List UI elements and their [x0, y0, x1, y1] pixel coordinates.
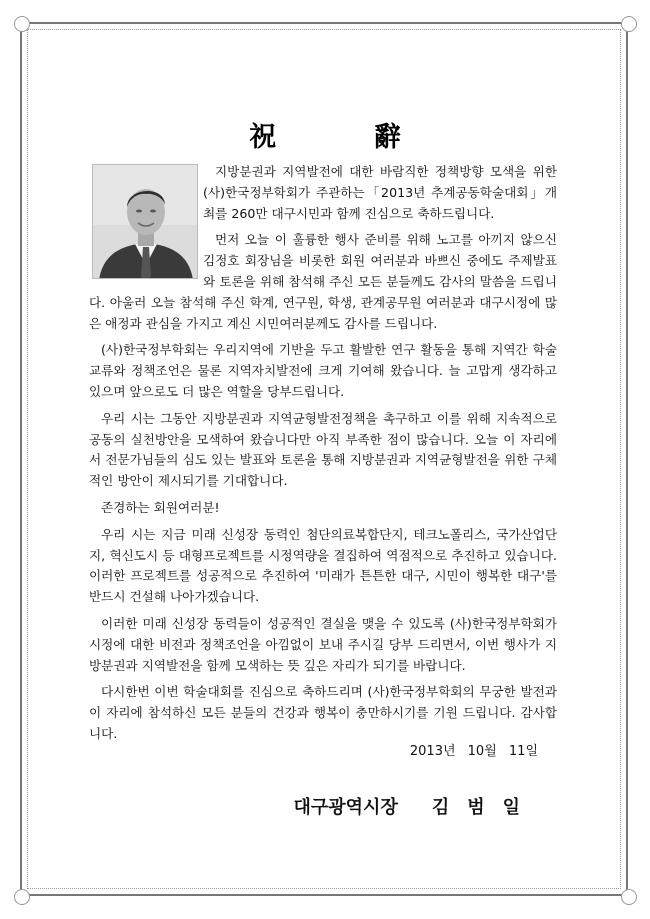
border-corner-ornament	[621, 16, 637, 32]
paragraph: 우리 시는 지금 미래 신성장 동력인 첨단의료복합단지, 테크노폴리스, 국가산업단지, 혁신도시 등 대형프로젝트를 시정역량을 결집하여 역점적으로 추진하고 있습니다. 이러한 프로젝트를 성공적으로 추진하여 '미래가 튼튼한 대구, 시민이 행복한 대구'를 반드시 건설해 나아가겠습니다.	[89, 526, 557, 605]
paragraph: 다시한번 이번 학술대회를 진심으로 축하드리며 (사)한국정부학회의 무궁한 발전과 이 자리에 참석하신 모든 분들의 건강과 행복이 충만하시기를 기원 드립니다. 감사합니다.	[89, 684, 557, 741]
signature-position: 대구광역시장	[293, 797, 398, 818]
border-corner-ornament	[14, 16, 30, 32]
border-corner-ornament	[621, 889, 637, 905]
paragraph: 지방분권과 지역발전에 대한 바람직한 정책방향 모색을 위한 (사)한국정부학회가 주관하는「2013년 추계공동학술대회」개최를 260만 대구시민과 함께 진심으로 축하드립니다.	[203, 164, 557, 221]
signature	[294, 793, 539, 819]
letter-body	[89, 162, 557, 751]
signature-name: 김범일	[431, 797, 538, 818]
letter-title: 祝 辭	[249, 122, 445, 153]
paragraph: (사)한국정부학회는 우리지역에 기반을 두고 활발한 연구 활동을 통해 지역간 학술교류와 정책조언은 물론 지역자치발전에 크게 기여해 왔습니다. 늘 고맙게 생각하고 있으며 앞으로도 더 많은 역할을 당부드립니다.	[89, 342, 557, 399]
paragraph: 이러한 미래 신성장 동력들이 성공적인 결실을 맺을 수 있도록 (사)한국정부학회가 시정에 대한 비전과 정책조언을 아낌없이 보내 주시길 당부 드리면서, 이번 행사가 지방분권과 지역발전을 함께 모색하는 뜻 깊은 자리가 되기를 바랍니다.	[89, 615, 557, 673]
letter-date: 2013년 10월 11일	[409, 744, 538, 759]
border-corner-ornament	[14, 889, 30, 905]
paragraph: 우리 시는 그동안 지방분권과 지역균형발전정책을 촉구하고 이를 위해 지속적으로 공동의 실천방안을 모색하여 왔습니다만 아직 부족한 점이 많습니다. 오늘 이 자리에서 전문가님들의 심도 있는 발표와 토론을 통해 지방분권과 지역균형발전을 위한 구체적인 방안이 제시되기를 기대합니다.	[89, 410, 557, 489]
paragraph: 먼저 오늘 이 훌륭한 행사 준비를 위해 노고를 아끼지 않으신 김정호 회장님을 비롯한 회원 여러분과 바쁘신 중에도 주제발표와 토론을 위해 참석해 주신 모든 분들께도 감사의 말씀을 드립니다. 아울러 오늘 참석해 주신 학계, 연구원, 학생, 관계공무원 여러분과 대구시정에 많은 애정과 관심을 가지고 계신 시민여러분께도 감사를 드립니다.	[89, 232, 557, 331]
paragraph: 존경하는 회원여러분!	[101, 499, 220, 515]
